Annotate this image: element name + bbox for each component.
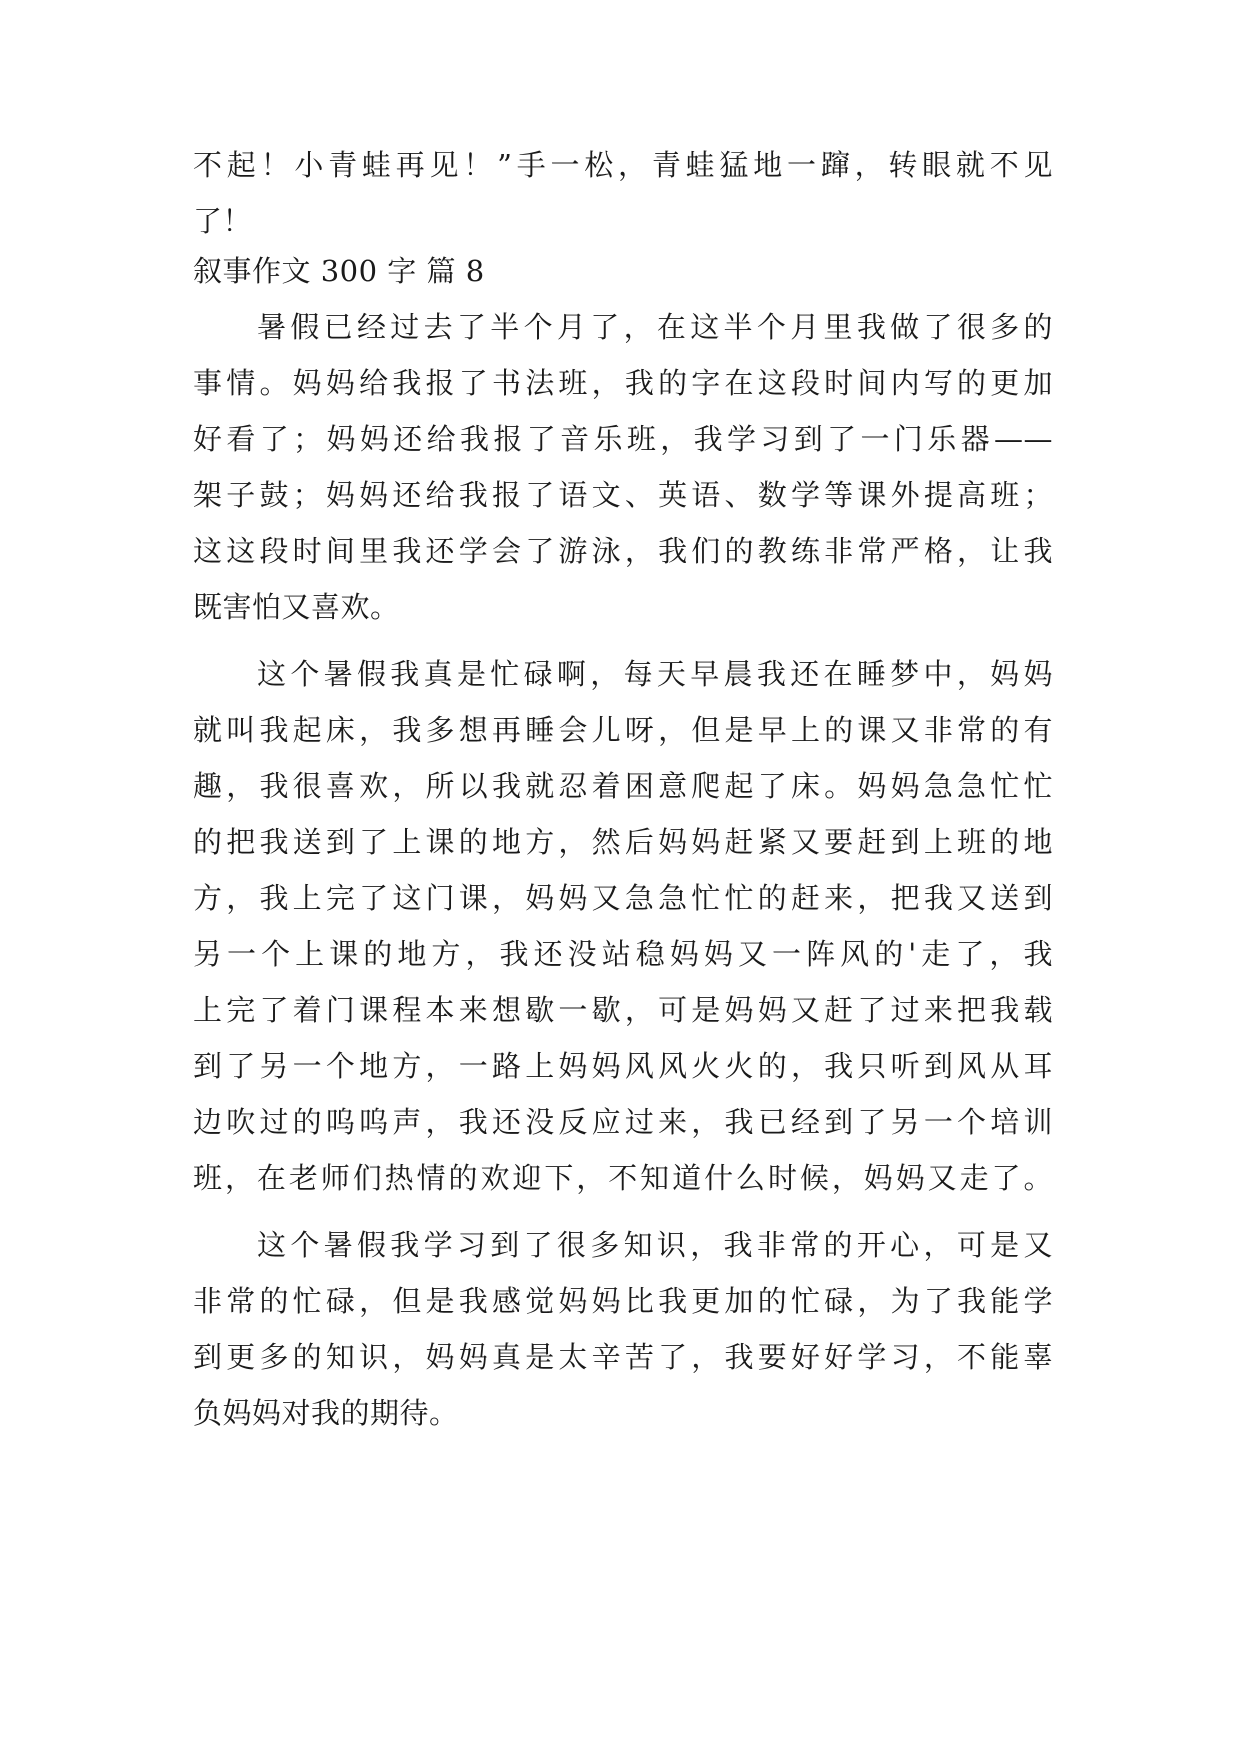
- text-line: 趣，我很喜欢，所以我就忍着困意爬起了床。妈妈急急忙忙: [193, 769, 1053, 803]
- text-line: 好看了；妈妈还给我报了音乐班，我学习到了一门乐器——: [193, 422, 1053, 456]
- text-line: 另一个上课的地方，我还没站稳妈妈又一阵风的'走了，我: [193, 937, 1053, 971]
- text-line: 这个暑假我真是忙碌啊，每天早晨我还在睡梦中，妈妈: [257, 657, 1053, 691]
- text-line: 这这段时间里我还学会了游泳，我们的教练非常严格，让我: [193, 534, 1053, 568]
- text-line: 了！: [193, 204, 253, 238]
- text-line: 到了另一个地方，一路上妈妈风风火火的，我只听到风从耳: [193, 1049, 1053, 1083]
- text-line: 非常的忙碌，但是我感觉妈妈比我更加的忙碌，为了我能学: [193, 1284, 1053, 1318]
- text-line: 到更多的知识，妈妈真是太辛苦了，我要好好学习，不能辜: [193, 1340, 1053, 1374]
- section-heading: 叙事作文 300 字 篇 8: [193, 254, 485, 288]
- text-line: 架子鼓；妈妈还给我报了语文、英语、数学等课外提高班；: [193, 478, 1053, 512]
- text-line: 暑假已经过去了半个月了，在这半个月里我做了很多的: [257, 310, 1053, 344]
- text-line: 的把我送到了上课的地方，然后妈妈赶紧又要赶到上班的地: [193, 825, 1053, 859]
- text-line: 上完了着门课程本来想歇一歇，可是妈妈又赶了过来把我载: [193, 993, 1053, 1027]
- text-line: 方，我上完了这门课，妈妈又急急忙忙的赶来，把我又送到: [193, 881, 1053, 915]
- text-line: 这个暑假我学习到了很多知识，我非常的开心，可是又: [257, 1228, 1053, 1262]
- text-line: 事情。妈妈给我报了书法班，我的字在这段时间内写的更加: [193, 366, 1053, 400]
- text-line: 边吹过的呜呜声，我还没反应过来，我已经到了另一个培训: [193, 1105, 1053, 1139]
- text-line: 不起！小青蛙再见！”手一松，青蛙猛地一蹿，转眼就不见: [193, 148, 1053, 182]
- text-line: 班，在老师们热情的欢迎下，不知道什么时候，妈妈又走了。: [193, 1161, 1053, 1195]
- text-line: 就叫我起床，我多想再睡会儿呀，但是早上的课又非常的有: [193, 713, 1053, 747]
- text-line: 既害怕又喜欢。: [193, 590, 400, 624]
- text-line: 负妈妈对我的期待。: [193, 1396, 459, 1430]
